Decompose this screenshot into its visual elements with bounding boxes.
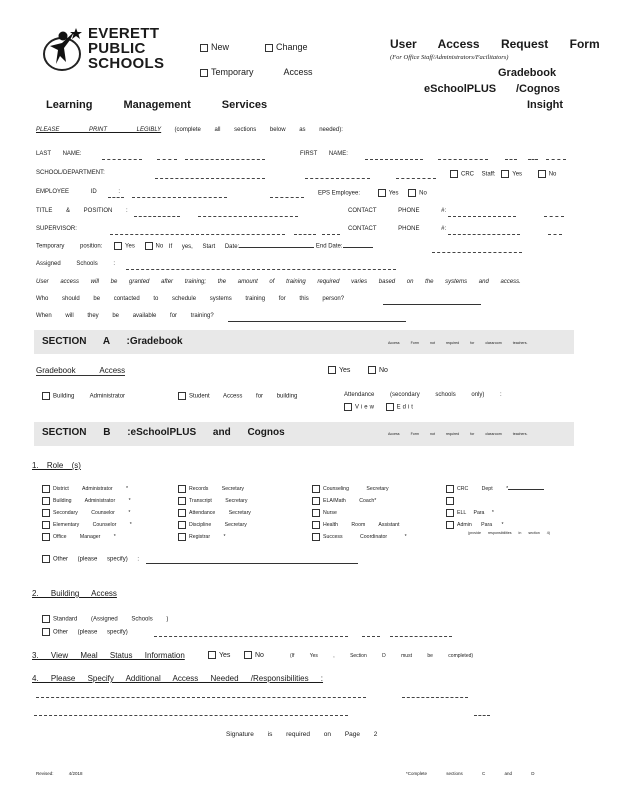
crc-checkbox[interactable] bbox=[450, 170, 458, 178]
contact-phone-label-2: CONTACT PHONE #: bbox=[348, 226, 447, 232]
last-name-label: LAST NAME: bbox=[36, 151, 82, 157]
gradebook-no-option[interactable]: No bbox=[368, 366, 388, 374]
supervisor-label: SUPERVISOR: bbox=[36, 226, 77, 232]
supervisor-field[interactable] bbox=[110, 234, 285, 235]
building-standard-option[interactable]: Standard (Assigned Schools ) bbox=[42, 615, 168, 623]
title-field[interactable] bbox=[134, 216, 180, 217]
crc-no-checkbox[interactable] bbox=[538, 170, 546, 178]
provide-note: (provide responsibilities in section 4) bbox=[468, 531, 550, 535]
change-option[interactable]: Change bbox=[265, 42, 308, 52]
section-a-note: Access Form not required for classroom teachers. bbox=[388, 341, 528, 345]
role-crc-dept[interactable]: CRC Dept * bbox=[446, 483, 544, 495]
school-label: SCHOOL/DEPARTMENT: bbox=[36, 170, 105, 176]
meal-no-option[interactable]: No bbox=[244, 651, 264, 659]
role-ell-para[interactable]: ELL Para * bbox=[446, 507, 544, 519]
revised-date: Revised: 4/2018 bbox=[36, 771, 83, 776]
attendance-label: Attendance (secondary schools only) : bbox=[344, 392, 502, 398]
gradebook-yes-option[interactable]: Yes bbox=[328, 366, 350, 374]
view-edit-row: View Edit bbox=[344, 403, 415, 411]
meal-yes-option[interactable]: Yes bbox=[208, 651, 230, 659]
edit-checkbox[interactable] bbox=[386, 403, 394, 411]
role-district-admin[interactable]: District Administrator * bbox=[42, 483, 132, 495]
role-health-room-assistant[interactable]: Health Room Assistant bbox=[312, 519, 407, 531]
cognos-label: /Cognos bbox=[516, 83, 560, 95]
role-other-field[interactable] bbox=[146, 563, 358, 564]
title-position-label: TITLE & POSITION : bbox=[36, 208, 128, 214]
section-b-title: SECTION B :eSchoolPLUS and Cognos bbox=[42, 427, 285, 438]
meal-note: (If Yes , Section D must be completed) bbox=[290, 653, 474, 659]
gradebook-access-label: Gradebook Access bbox=[36, 366, 126, 375]
footer-note: *Complete sections C and D bbox=[406, 771, 535, 776]
school-field[interactable] bbox=[155, 178, 265, 179]
role-counseling-secretary[interactable]: Counseling Secretary bbox=[312, 483, 407, 495]
insight-label: Insight bbox=[527, 99, 564, 111]
temp-no-checkbox[interactable] bbox=[145, 242, 153, 250]
role-registrar[interactable]: Registrar * bbox=[178, 531, 251, 543]
employee-id-label: EMPLOYEE ID : bbox=[36, 189, 121, 195]
first-name-label: FIRST NAME: bbox=[300, 151, 348, 157]
building-access-heading: 2. Building Access bbox=[32, 589, 117, 598]
role-col4 bbox=[446, 483, 544, 531]
role-nurse[interactable]: Nurse bbox=[312, 507, 407, 519]
building-other-checkbox[interactable] bbox=[42, 628, 50, 636]
employee-id-field[interactable] bbox=[108, 197, 124, 198]
start-date-field[interactable] bbox=[239, 247, 314, 248]
eps-no-checkbox[interactable] bbox=[408, 189, 416, 197]
building-other-field[interactable] bbox=[154, 636, 348, 637]
meal-status-heading: 3. View Meal Status Information bbox=[32, 651, 185, 660]
role-attendance-secretary[interactable]: Attendance Secretary bbox=[178, 507, 251, 519]
role-col1 bbox=[42, 483, 132, 543]
role-secondary-counselor[interactable]: Secondary Counselor * bbox=[42, 507, 132, 519]
logo-icon bbox=[40, 26, 84, 74]
supervisor-phone-field[interactable] bbox=[448, 234, 520, 235]
lms-label: Learning Management Services bbox=[46, 99, 268, 111]
role-heading: 1. Role (s) bbox=[32, 461, 81, 470]
signature-note: Signature is required on Page 2 bbox=[226, 731, 378, 738]
section-a-title: SECTION A :Gradebook bbox=[42, 336, 183, 347]
first-name-field[interactable] bbox=[365, 159, 423, 160]
temporary-checkbox[interactable] bbox=[200, 69, 208, 77]
role-admin-para[interactable]: Admin Para * bbox=[446, 519, 544, 531]
new-option[interactable]: New bbox=[200, 42, 229, 52]
role-col3 bbox=[312, 483, 407, 543]
eps-yes-checkbox[interactable] bbox=[378, 189, 386, 197]
student-access-option[interactable]: Student Access for building bbox=[178, 392, 297, 400]
role-other-option[interactable]: Other (please specify) : bbox=[42, 555, 139, 563]
logo-text: EVERETT PUBLIC SCHOOLS bbox=[88, 25, 165, 72]
when-available-label: When will they be available for training? bbox=[36, 313, 214, 319]
change-checkbox[interactable] bbox=[265, 44, 273, 52]
role-building-admin[interactable]: Building Administrator * bbox=[42, 495, 132, 507]
role-elementary-counselor[interactable]: Elementary Counselor * bbox=[42, 519, 132, 531]
meal-yes-checkbox[interactable] bbox=[208, 651, 216, 659]
role-transcript-secretary[interactable]: Transcript Secretary bbox=[178, 495, 251, 507]
gradebook-no-checkbox[interactable] bbox=[368, 366, 376, 374]
gradebook-yes-checkbox[interactable] bbox=[328, 366, 336, 374]
section-b-note: Access Form not required for classroom teachers. bbox=[388, 432, 528, 436]
user-access-note: User access will be granted after training; the amount of training required varies based on the systems and access. bbox=[36, 279, 521, 285]
additional-field-1[interactable] bbox=[36, 697, 366, 698]
form-title: User Access Request Form bbox=[390, 37, 600, 51]
building-other-option[interactable]: Other (please specify) bbox=[42, 628, 128, 636]
assigned-schools-label: Assigned Schools : bbox=[36, 261, 116, 267]
contact-phone-field[interactable] bbox=[448, 216, 516, 217]
role-discipline-secretary[interactable]: Discipline Secretary bbox=[178, 519, 251, 531]
role-office-manager[interactable]: Office Manager * bbox=[42, 531, 132, 543]
new-checkbox[interactable] bbox=[200, 44, 208, 52]
gradebook-label: Gradebook bbox=[498, 67, 557, 79]
additional-heading: 4. Please Specify Additional Access Needed /Responsibilities : bbox=[32, 674, 324, 683]
who-contacted-label: Who should be contacted to schedule systems training for this person? bbox=[36, 296, 345, 302]
temporary-position-row: Temporary position: Yes No If yes, Start Date: End Date: bbox=[36, 242, 373, 250]
crc-staff-row: CRC Staff: Yes No bbox=[450, 170, 556, 178]
role-ela-math-coach[interactable]: ELA/Math Coach* bbox=[312, 495, 407, 507]
when-available-field[interactable] bbox=[228, 321, 406, 322]
role-records-secretary[interactable]: Records Secretary bbox=[178, 483, 251, 495]
meal-no-checkbox[interactable] bbox=[244, 651, 252, 659]
building-admin-checkbox[interactable] bbox=[42, 392, 50, 400]
student-access-checkbox[interactable] bbox=[178, 392, 186, 400]
who-contacted-field[interactable] bbox=[383, 304, 481, 305]
role-col2 bbox=[178, 483, 251, 543]
additional-field-2[interactable] bbox=[34, 715, 348, 716]
standard-checkbox[interactable] bbox=[42, 615, 50, 623]
form-subtitle: (For Office Staff/Administrators/Facilitators) bbox=[390, 54, 509, 61]
intro-line: PLEASE PRINT LEGIBLY (complete all sections below as needed): bbox=[36, 127, 343, 133]
view-checkbox[interactable] bbox=[344, 403, 352, 411]
role-other-checkbox[interactable] bbox=[42, 555, 50, 563]
temp-yes-checkbox[interactable] bbox=[114, 242, 122, 250]
assigned-schools-field[interactable] bbox=[126, 269, 396, 270]
role-success-coordinator[interactable]: Success Coordinator * bbox=[312, 531, 407, 543]
eps-employee-row: EPS Employee: Yes No bbox=[318, 190, 427, 197]
eschoolplus-label: eSchoolPLUS bbox=[424, 83, 497, 95]
contact-phone-label: CONTACT PHONE #: bbox=[348, 208, 447, 214]
end-date-field[interactable] bbox=[343, 247, 373, 248]
role-blank[interactable] bbox=[446, 495, 544, 507]
crc-yes-checkbox[interactable] bbox=[501, 170, 509, 178]
temporary-access-option[interactable]: Temporary Access bbox=[200, 67, 313, 77]
building-admin-option[interactable]: Building Administrator bbox=[42, 392, 125, 400]
